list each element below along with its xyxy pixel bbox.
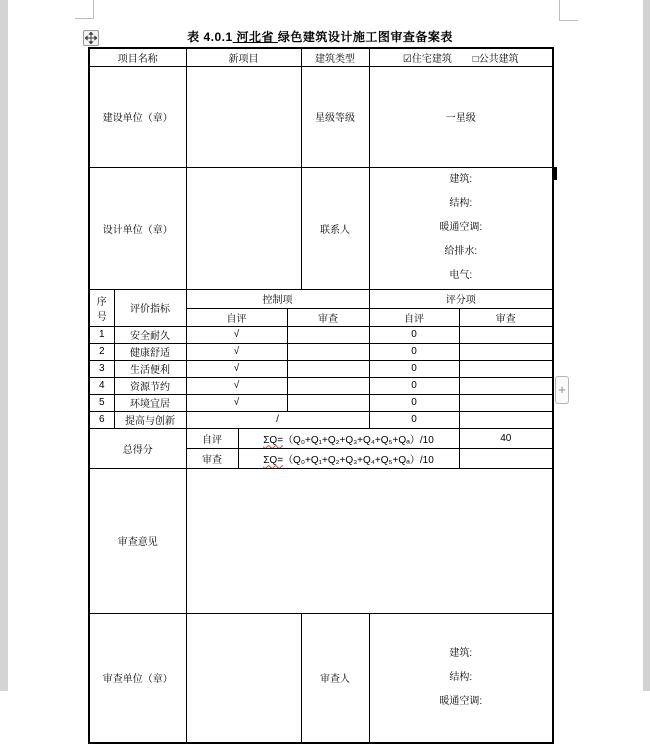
contact-line-structure[interactable]: 结构: — [449, 198, 473, 209]
page-margin-crop-mark-top-right — [559, 0, 560, 20]
eval-row — [89, 326, 553, 343]
eval-score-review[interactable] — [459, 326, 553, 343]
project-name-value[interactable]: 新项目 — [186, 48, 301, 66]
green-building-record-form — [88, 47, 554, 744]
total-review-formula — [238, 448, 459, 468]
plus-icon: + — [558, 382, 566, 397]
residential-option-label: 住宅建筑 — [411, 53, 452, 65]
star-level-label: 星级等级 — [301, 66, 369, 167]
reviewer-line-architecture[interactable]: 建筑: — [449, 647, 473, 659]
scrollbar-track[interactable] — [643, 0, 650, 691]
eval-score-review[interactable] — [459, 343, 553, 360]
title-province-underlined: 河北省 — [232, 30, 278, 44]
eval-row-no: 2 — [89, 343, 114, 360]
eval-row-label: 环境宜居 — [114, 394, 186, 411]
design-unit-value[interactable] — [186, 167, 301, 289]
reviewer-line-structure[interactable]: 结构: — [449, 671, 473, 683]
seq-header-line1: 序 — [96, 296, 107, 308]
eval-row — [89, 394, 553, 411]
eval-score-self[interactable]: 0 — [369, 360, 459, 377]
eval-row — [89, 360, 553, 377]
seq-header — [89, 289, 114, 326]
eval-row-label: 资源节约 — [114, 377, 186, 394]
eval-row-no: 3 — [89, 360, 114, 377]
eval-control-merged[interactable]: / — [186, 411, 369, 428]
eval-score-self[interactable]: 0 — [369, 394, 459, 411]
construction-unit-label: 建设单位（章） — [89, 66, 186, 167]
contact-line-hvac[interactable]: 暖通空调: — [439, 222, 483, 233]
formula-sigma: ΣQ= — [263, 454, 284, 466]
eval-row-no: 6 — [89, 411, 114, 428]
contact-lines[interactable] — [369, 167, 553, 289]
contact-label: 联系人 — [301, 167, 369, 289]
document-title — [88, 28, 552, 45]
seq-header-line2: 号 — [96, 311, 107, 323]
page-margin-crop-mark-top-right — [559, 20, 578, 21]
contact-line-architecture[interactable]: 建筑: — [449, 174, 473, 185]
reviewer-label: 审查人 — [301, 613, 369, 743]
reviewer-lines[interactable] — [369, 613, 553, 743]
page-margin-crop-mark-top-left — [93, 0, 94, 18]
total-self-label: 自评 — [186, 428, 238, 448]
contact-line-plumbing[interactable]: 给排水: — [444, 246, 478, 257]
eval-control-review[interactable] — [287, 326, 369, 343]
eval-score-self[interactable]: 0 — [369, 343, 459, 360]
insert-row-button[interactable] — [555, 376, 569, 404]
eval-control-self[interactable]: √ — [186, 377, 287, 394]
eval-row-no: 1 — [89, 326, 114, 343]
eval-row-innovation — [89, 411, 553, 428]
building-type-options — [369, 48, 553, 66]
review-unit-value[interactable] — [186, 613, 301, 743]
total-self-score[interactable]: 40 — [459, 428, 553, 448]
formula-body: （Q₀+Q₁+Q₂+Q₃+Q₄+Q₅+Qₐ）/10 — [283, 454, 434, 466]
app-background-strip-left — [0, 0, 8, 691]
eval-score-self[interactable]: 0 — [369, 326, 459, 343]
eval-control-self[interactable]: √ — [186, 394, 287, 411]
eval-control-self[interactable]: √ — [186, 326, 287, 343]
table-row-selection-marker — [552, 167, 557, 180]
scoring-items-header: 评分项 — [369, 289, 553, 308]
building-type-label: 建筑类型 — [301, 48, 369, 66]
eval-score-self[interactable]: 0 — [369, 411, 459, 428]
eval-row-no: 5 — [89, 394, 114, 411]
review-opinion-value[interactable] — [186, 468, 553, 613]
eval-control-review[interactable] — [287, 377, 369, 394]
indicator-header: 评价指标 — [114, 289, 186, 326]
review-unit-label: 审查单位（章） — [89, 613, 186, 743]
unchecked-checkbox-icon[interactable]: □ — [472, 53, 479, 65]
total-score-label: 总得分 — [89, 428, 186, 468]
scoring-self-header: 自评 — [369, 308, 459, 326]
control-self-header: 自评 — [186, 308, 287, 326]
contact-line-electrical[interactable]: 电气: — [449, 270, 473, 281]
control-items-header: 控制项 — [186, 289, 369, 308]
row-review-opinion — [89, 468, 553, 613]
row-design-unit — [89, 167, 553, 289]
eval-score-review[interactable] — [459, 411, 553, 428]
eval-row-label: 安全耐久 — [114, 326, 186, 343]
scoring-review-header: 审查 — [459, 308, 553, 326]
project-name-label: 项目名称 — [89, 48, 186, 66]
row-project-name — [89, 48, 553, 66]
eval-row-no: 4 — [89, 377, 114, 394]
title-prefix: 表 4.0.1 — [187, 30, 233, 44]
row-construction-unit — [89, 66, 553, 167]
eval-row — [89, 377, 553, 394]
formula-sigma: ΣQ= — [263, 434, 284, 446]
design-unit-label: 设计单位（章） — [89, 167, 186, 289]
eval-score-review[interactable] — [459, 377, 553, 394]
total-self-formula — [238, 428, 459, 448]
eval-control-review[interactable] — [287, 360, 369, 377]
residential-option[interactable] — [403, 54, 452, 65]
eval-score-self[interactable]: 0 — [369, 377, 459, 394]
eval-row-label: 提高与创新 — [114, 411, 186, 428]
review-opinion-label: 审查意见 — [89, 468, 186, 613]
eval-score-review[interactable] — [459, 394, 553, 411]
eval-row-label: 健康舒适 — [114, 343, 186, 360]
eval-score-review[interactable] — [459, 360, 553, 377]
title-suffix: 绿色建筑设计施工图审查备案表 — [277, 30, 453, 44]
reviewer-line-hvac[interactable]: 暖通空调: — [439, 695, 483, 707]
page-margin-crop-mark-top-left — [75, 18, 94, 19]
eval-row-label: 生活便利 — [114, 360, 186, 377]
public-option[interactable] — [473, 54, 519, 65]
public-option-label: 公共建筑 — [478, 53, 519, 65]
eval-control-self[interactable]: √ — [186, 360, 287, 377]
construction-unit-value[interactable] — [186, 66, 301, 167]
eval-control-self[interactable]: √ — [186, 343, 287, 360]
formula-body: （Q₀+Q₁+Q₂+Q₃+Q₄+Q₅+Qₐ）/10 — [283, 434, 434, 446]
checked-checkbox-icon[interactable]: ☑ — [402, 53, 412, 65]
eval-row — [89, 343, 553, 360]
eval-control-review[interactable] — [287, 343, 369, 360]
control-review-header: 审查 — [287, 308, 369, 326]
total-review-label: 审查 — [186, 448, 238, 468]
row-eval-header-1 — [89, 289, 553, 308]
row-review-unit — [89, 613, 553, 743]
row-total-self — [89, 428, 553, 448]
star-level-value[interactable]: 一星级 — [369, 66, 553, 167]
total-review-score[interactable] — [459, 448, 553, 468]
eval-control-review[interactable] — [287, 394, 369, 411]
